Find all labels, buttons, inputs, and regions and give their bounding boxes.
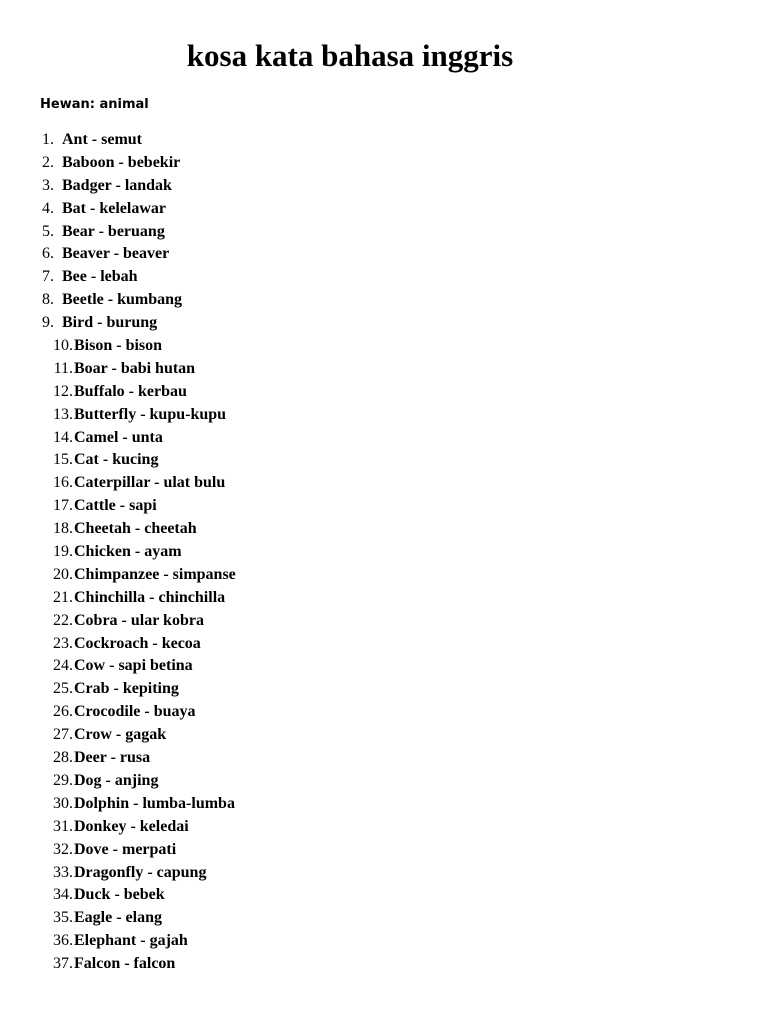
list-item [0,152,236,175]
item-number: 9. [42,314,54,332]
item-number: 36. [53,932,73,950]
list-item [0,633,236,656]
item-text: Chinchilla - chinchilla [74,588,226,606]
item-text: Camel - unta [74,428,163,446]
item-number: 8. [42,291,54,309]
item-text: Ant - semut [62,131,142,148]
item-number: 32. [53,840,73,858]
item-number: 7. [42,268,54,286]
item-text: Donkey - keledai [74,817,189,835]
item-text: Beetle - kumbang [62,291,182,309]
item-number: 13. [53,405,73,423]
item-number: 4. [42,199,54,217]
item-text: Bird - burung [62,314,158,332]
list-item [0,472,236,495]
list-item [0,541,236,564]
list-item [0,266,236,289]
list-item [0,358,236,381]
item-number: 3. [42,176,54,194]
list-item [0,404,236,427]
list-item [0,289,236,312]
item-number: 30. [53,794,73,812]
item-text: Boar - babi hutan [74,359,196,377]
item-number: 19. [53,543,73,561]
item-number: 5. [42,222,54,240]
item-text: Badger - landak [62,176,172,194]
item-text: Crow - gagak [74,726,167,744]
list-item [0,701,236,724]
list-item [0,793,236,816]
item-text: Cockroach - kecoa [74,634,201,652]
list-item [0,724,236,747]
item-text: Elephant - gajah [74,932,188,950]
item-number: 37. [53,955,73,973]
list-item [0,495,236,518]
item-text: Cobra - ular kobra [74,611,204,629]
item-number: 27. [53,726,73,744]
item-text: Bear - beruang [62,222,165,240]
list-item [0,381,236,404]
item-text: Beaver - beaver [62,245,170,263]
list-item [0,747,236,770]
item-text: Bat - kelelawar [62,199,166,217]
item-number: 20. [53,565,73,583]
item-number: 12. [53,382,73,400]
item-number: 6. [42,245,54,263]
item-number: 16. [53,474,73,492]
list-item [0,930,236,953]
item-text: Crab - kepiting [74,680,179,698]
item-number: 26. [53,703,73,721]
item-text: Chimpanzee - simpanse [74,565,236,583]
list-item [0,129,236,152]
list-item [0,839,236,862]
list-item [0,518,236,541]
item-number: 33. [53,863,73,881]
item-text: Dragonfly - capung [74,863,207,881]
item-number: 15. [53,451,73,469]
item-number: 17. [53,497,73,515]
page-title: kosa kata bahasa inggris [186,38,514,73]
item-text: Duck - bebek [74,886,165,904]
vocabulary-list [0,129,236,976]
item-text: Butterfly - kupu-kupu [74,405,227,423]
item-number: 31. [53,817,73,835]
list-item [0,221,236,244]
item-number: 35. [53,909,73,927]
item-number: 34. [53,886,73,904]
list-item [0,587,236,610]
list-item [0,175,236,198]
item-text: Cheetah - cheetah [74,520,197,538]
item-text: Chicken - ayam [74,543,182,561]
item-number: 1. [42,131,54,148]
item-text: Cow - sapi betina [74,657,193,675]
list-item [0,449,236,472]
item-text: Dog - anjing [74,771,159,789]
item-text: Eagle - elang [74,909,162,927]
item-number: 29. [53,771,73,789]
list-item [0,884,236,907]
list-item [0,564,236,587]
list-item [0,862,236,885]
list-item [0,312,236,335]
list-item [0,678,236,701]
item-number: 23. [53,634,73,652]
list-item [0,953,236,976]
list-item [0,770,236,793]
item-number: 24. [53,657,73,675]
list-item [0,243,236,266]
item-text: Caterpillar - ulat bulu [74,474,226,492]
item-text: Bison - bison [74,337,163,355]
item-text: Dove - merpati [74,840,177,858]
item-text: Baboon - bebekir [62,153,181,171]
section-heading: Hewan: animal [40,97,149,112]
list-item [0,335,236,358]
item-text: Cattle - sapi [74,497,157,515]
list-item [0,610,236,633]
item-number: 21. [53,588,73,606]
item-number: 22. [53,611,73,629]
item-number: 25. [53,680,73,698]
item-number: 10. [53,337,73,355]
item-number: 28. [53,749,73,767]
item-text: Falcon - falcon [74,955,176,973]
list-item [0,198,236,221]
list-item [0,655,236,678]
item-number: 18. [53,520,73,538]
item-text: Bee - lebah [62,268,138,286]
list-item [0,816,236,839]
item-text: Deer - rusa [74,749,151,767]
item-text: Buffalo - kerbau [74,382,187,400]
item-text: Crocodile - buaya [74,703,196,721]
item-text: Dolphin - lumba-lumba [74,794,235,812]
item-number: 2. [42,153,54,171]
list-item [0,907,236,930]
item-number: 14. [53,428,73,446]
item-number: 11. [53,359,73,377]
list-item [0,427,236,450]
item-text: Cat - kucing [74,451,159,469]
